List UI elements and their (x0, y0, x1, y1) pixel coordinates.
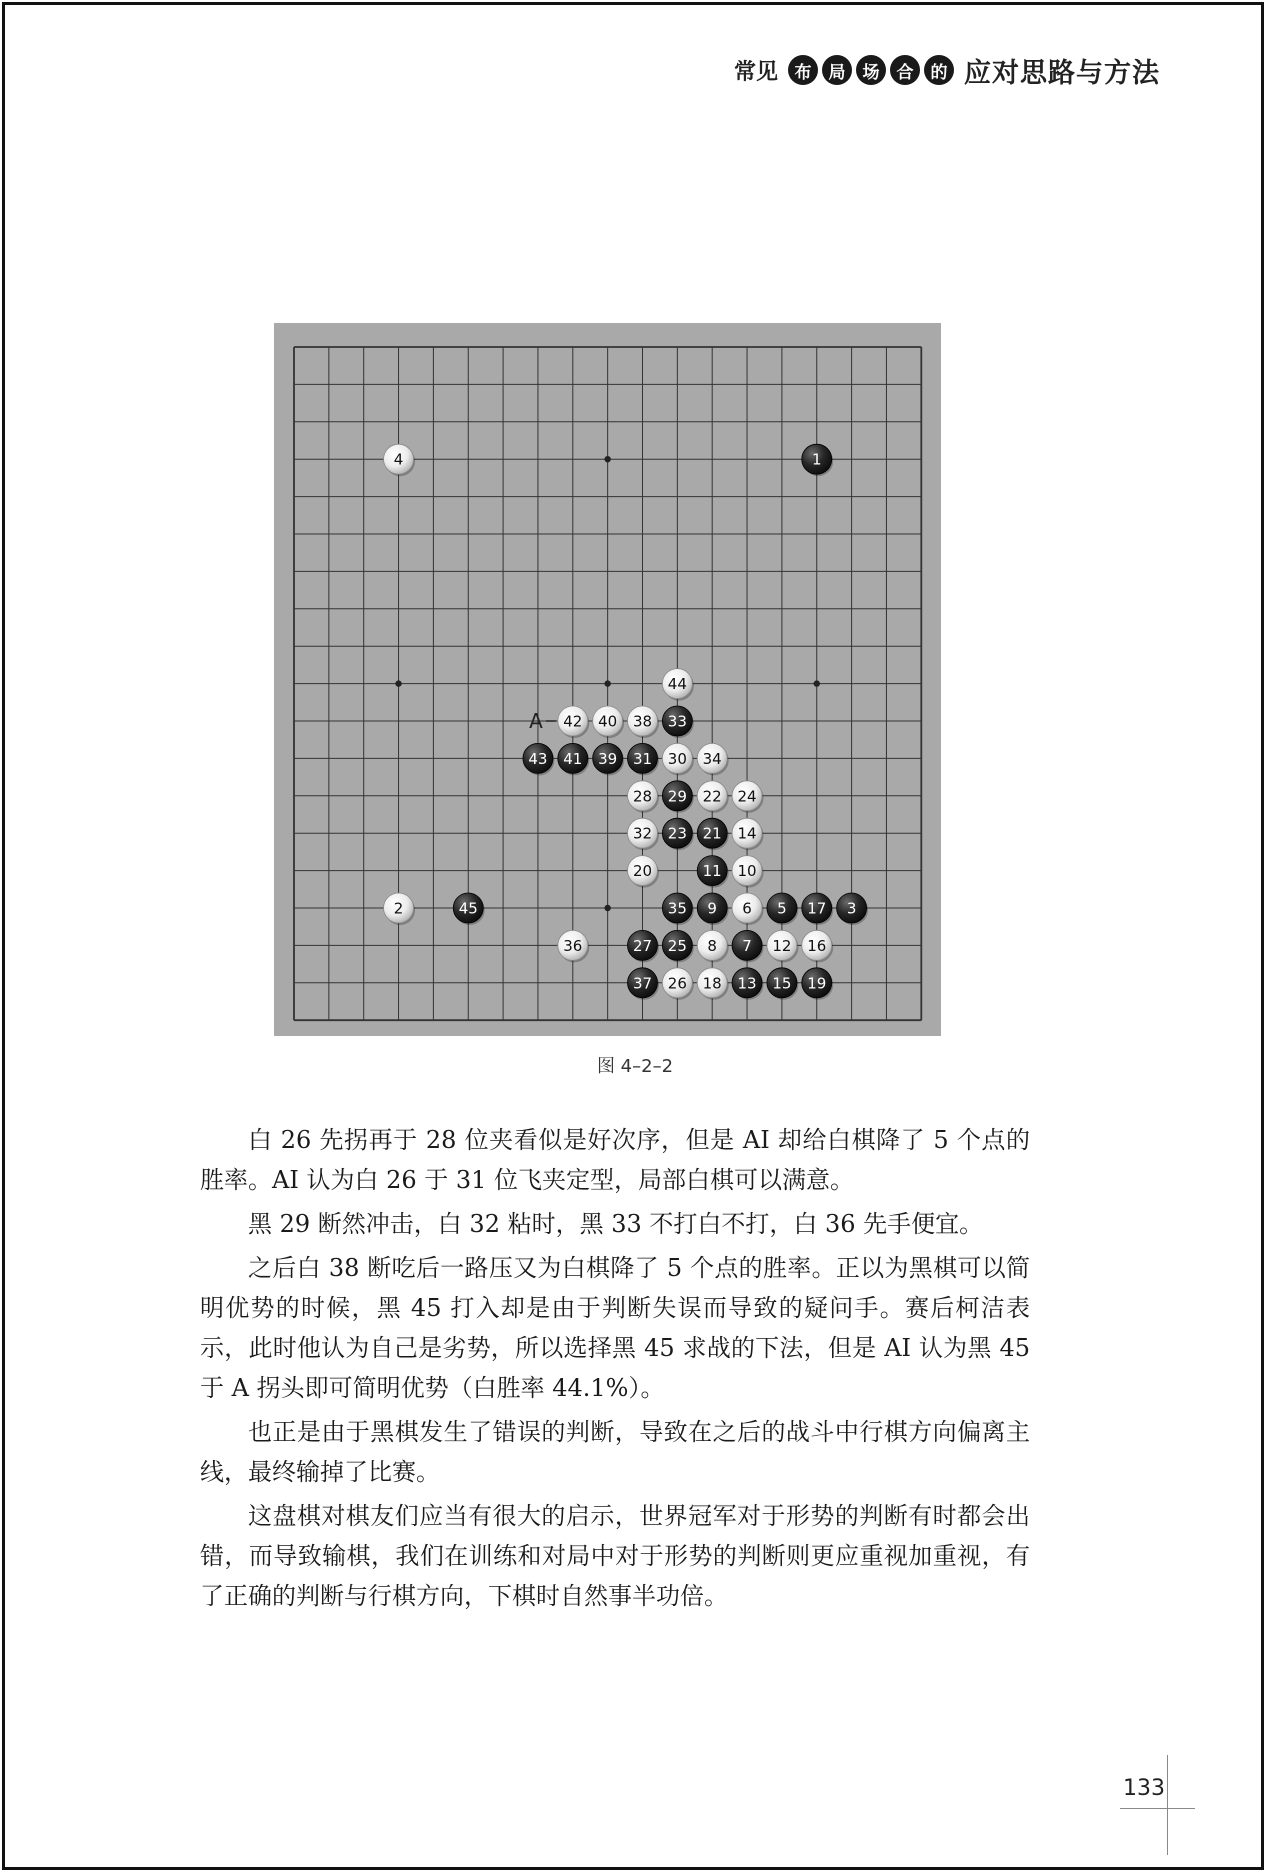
header-circled-char: 局 (822, 55, 852, 85)
move-number: 16 (807, 936, 827, 955)
header-circled-char: 布 (788, 55, 818, 85)
move-number: 28 (632, 787, 653, 806)
move-number: 17 (807, 899, 827, 918)
move-number: 1 (811, 450, 822, 469)
move-number: 18 (702, 974, 722, 993)
move-number: 32 (632, 824, 653, 843)
move-number: 12 (772, 936, 792, 955)
header-prefix: 常见 (733, 59, 778, 85)
move-number: 4 (393, 450, 404, 469)
move-number: 43 (528, 749, 548, 768)
move-number: 39 (598, 749, 618, 768)
move-number: 44 (667, 675, 687, 694)
paragraph: 之后白 38 断吃后一路压又为白棋降了 5 个点的胜率。正以为黑棋可以简明优势的时候，黑 45 打入却是由于判断失误而导致的疑问手。赛后柯洁表示，此时他认为自己是劣势，所以选择黑 45 求战的下法，但是 AI 认为黑 45 于 A 拐头即可简明优势（白胜率 44.1%）。 (200, 1254, 1030, 1402)
move-number: 10 (737, 862, 757, 881)
move-number: 45 (458, 899, 478, 918)
move-number: 31 (632, 749, 653, 768)
body-text (200, 1120, 1030, 1620)
move-number: 29 (667, 787, 687, 806)
move-number: 3 (846, 899, 857, 918)
paragraph: 也正是由于黑棋发生了错误的判断，导致在之后的战斗中行棋方向偏离主线，最终输掉了比赛。 (200, 1418, 1030, 1486)
move-number: 22 (702, 787, 722, 806)
move-number: 40 (598, 712, 618, 731)
move-number: 34 (702, 749, 722, 768)
go-board (274, 323, 941, 1036)
star-point (604, 905, 610, 911)
paragraph: 黑 29 断然冲击，白 32 粘时，黑 33 不打白不打，白 36 先手便宜。 (248, 1210, 984, 1238)
move-number: 33 (667, 712, 687, 731)
header-circled-char: 的 (924, 55, 954, 85)
header-title: 应对思路与方法 (964, 57, 1160, 89)
move-number: 21 (702, 824, 722, 843)
move-number: 15 (772, 974, 792, 993)
move-number: 2 (393, 899, 404, 918)
move-number: 42 (563, 712, 583, 731)
move-number: 36 (563, 936, 583, 955)
move-number: 20 (632, 862, 653, 881)
move-number: 24 (737, 787, 757, 806)
move-number: 5 (777, 899, 787, 918)
running-header (734, 50, 1160, 90)
move-number: 9 (707, 899, 717, 918)
move-number: 35 (667, 899, 687, 918)
page-number: 133 (1123, 1776, 1165, 1801)
header-circled-char: 场 (856, 55, 886, 85)
move-number: 38 (632, 712, 653, 731)
crop-mark (1120, 1808, 1195, 1809)
move-number: 26 (667, 974, 687, 993)
paragraph: 白 26 先拐再于 28 位夹看似是好次序，但是 AI 却给白棋降了 5 个点的胜率。AI 认为白 26 于 31 位飞夹定型，局部白棋可以满意。 (200, 1126, 1030, 1194)
move-number: 6 (742, 899, 752, 918)
move-number: 37 (632, 974, 653, 993)
move-number: 30 (667, 749, 687, 768)
figure-caption: 图 4–2–2 (596, 1056, 674, 1077)
move-number: 8 (707, 936, 717, 955)
go-board-figure (274, 323, 941, 1036)
star-point (814, 680, 820, 686)
move-number: 13 (737, 974, 757, 993)
paragraph: 这盘棋对棋友们应当有很大的启示，世界冠军对于形势的判断有时都会出错，而导致输棋，我们在训练和对局中对于形势的判断则更应重视加重视，有了正确的判断与行棋方向，下棋时自然事半功倍。 (200, 1502, 1030, 1610)
move-number: 19 (807, 974, 827, 993)
move-number: 23 (667, 824, 687, 843)
label-a: A (529, 709, 543, 733)
move-number: 7 (742, 936, 752, 955)
crop-mark (1167, 1755, 1168, 1855)
move-number: 25 (667, 936, 687, 955)
move-number: 27 (632, 936, 653, 955)
move-number: 41 (563, 749, 583, 768)
header-circled-char: 合 (890, 55, 920, 85)
move-number: 14 (737, 824, 757, 843)
star-point (395, 680, 401, 686)
star-point (604, 680, 610, 686)
move-number: 11 (702, 862, 722, 881)
star-point (604, 456, 610, 462)
